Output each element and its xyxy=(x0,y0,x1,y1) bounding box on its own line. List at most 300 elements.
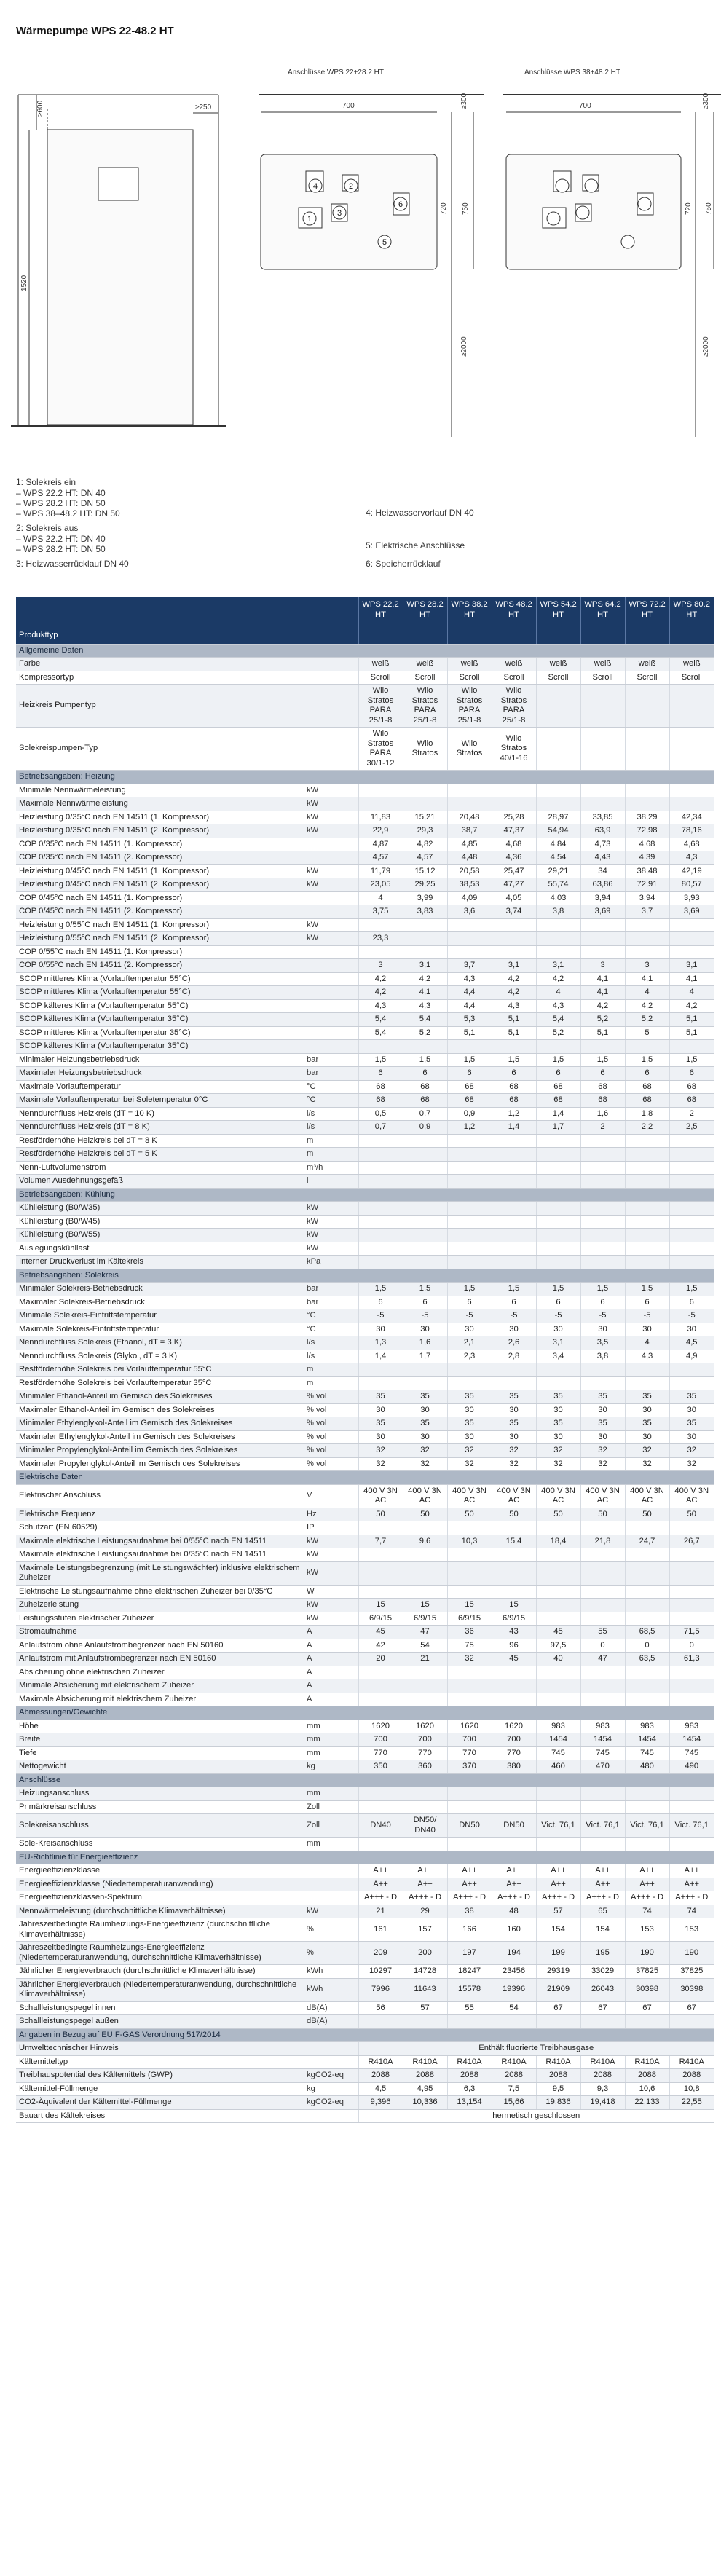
row-label: Elektrischer Anschluss xyxy=(16,1484,304,1508)
top1-caption: Anschlüsse WPS 22+28.2 HT xyxy=(288,68,385,76)
cell-value: Scroll xyxy=(625,671,669,685)
table-row xyxy=(16,1679,714,1693)
cell-value: 13,154 xyxy=(447,2096,492,2110)
cell-value: 68 xyxy=(403,1094,447,1108)
cell-value: A+++ - D xyxy=(669,1891,714,1905)
row-label: Heizungsanschluss xyxy=(16,1787,304,1801)
row-label: Nenndurchfluss Heizkreis (dT = 10 K) xyxy=(16,1107,304,1121)
cell-value: A+++ - D xyxy=(403,1891,447,1905)
cell-value: 700 xyxy=(447,1733,492,1747)
cell-value xyxy=(669,1838,714,1851)
cell-value: 154 xyxy=(580,1918,625,1942)
cell-value: 30 xyxy=(669,1403,714,1417)
cell-value xyxy=(447,1585,492,1599)
cell-value xyxy=(358,1679,403,1693)
cell-value xyxy=(403,1376,447,1390)
row-label: Interner Druckverlust im Kältekreis xyxy=(16,1256,304,1269)
row-label: Nenn-Luftvolumenstrom xyxy=(16,1161,304,1175)
cell-value: 400 V 3N AC xyxy=(358,1484,403,1508)
cell-value xyxy=(625,1215,669,1229)
row-unit: kW xyxy=(304,797,358,811)
cell-value xyxy=(447,1376,492,1390)
table-row xyxy=(16,1376,714,1390)
cell-value: 157 xyxy=(403,1918,447,1942)
cell-value xyxy=(669,918,714,932)
cell-value xyxy=(625,1599,669,1612)
cell-value xyxy=(447,1040,492,1054)
cell-value xyxy=(536,1800,580,1814)
cell-value: Scroll xyxy=(669,671,714,685)
table-row xyxy=(16,1760,714,1774)
table-row xyxy=(16,1905,714,1918)
cell-value: 6 xyxy=(625,1296,669,1309)
row-label: Maximale Nennwärmeleistung xyxy=(16,797,304,811)
cell-value: 6 xyxy=(358,1067,403,1081)
cell-value: 9,6 xyxy=(403,1535,447,1548)
cell-value: 30 xyxy=(358,1323,403,1336)
cell-value xyxy=(580,797,625,811)
cell-value: A++ xyxy=(358,1878,403,1891)
cell-value: 30 xyxy=(625,1323,669,1336)
cell-value: 0,5 xyxy=(358,1107,403,1121)
cell-value: 5,4 xyxy=(358,1026,403,1040)
row-unit xyxy=(304,999,358,1013)
cell-value: DN50 xyxy=(447,1814,492,1838)
cell-value: A++ xyxy=(536,1864,580,1878)
row-label: Minimaler Solekreis-Betriebsdruck xyxy=(16,1283,304,1296)
cell-value xyxy=(669,784,714,797)
cell-value: 30 xyxy=(669,1430,714,1444)
cell-value: 50 xyxy=(358,1508,403,1521)
table-row xyxy=(16,1215,714,1229)
cell-value: 3,6 xyxy=(447,905,492,919)
cell-value: 745 xyxy=(669,1746,714,1760)
cell-value: 360 xyxy=(403,1760,447,1774)
row-label: Kompressortyp xyxy=(16,671,304,685)
cell-value: 25,47 xyxy=(492,864,536,878)
legend-item xyxy=(366,559,708,570)
cell-value: 32 xyxy=(625,1457,669,1471)
row-label: SCOP kälteres Klima (Vorlauftemperatur 35°C) xyxy=(16,1013,304,1027)
cell-value: 1,5 xyxy=(580,1053,625,1067)
cell-value xyxy=(625,797,669,811)
row-label: Solekreisanschluss xyxy=(16,1814,304,1838)
table-row xyxy=(16,1363,714,1377)
table-row xyxy=(16,932,714,946)
row-label: Heizleistung 0/55°C nach EN 14511 (2. Kompressor) xyxy=(16,932,304,946)
row-label: Farbe xyxy=(16,658,304,671)
cell-value: 18,4 xyxy=(536,1535,580,1548)
cell-value: 1,2 xyxy=(492,1107,536,1121)
front-view-drawing xyxy=(11,95,226,426)
cell-value xyxy=(580,945,625,959)
cell-value xyxy=(447,1521,492,1535)
table-row xyxy=(16,2042,714,2056)
cell-value: 4,85 xyxy=(447,838,492,851)
cell-value xyxy=(358,1800,403,1814)
cell-value: 38 xyxy=(447,1905,492,1918)
table-row xyxy=(16,945,714,959)
cell-value: 4,39 xyxy=(625,851,669,865)
cell-value xyxy=(580,1693,625,1706)
cell-value: 15 xyxy=(492,1599,536,1612)
marker-1: 1 xyxy=(307,215,312,224)
cell-value xyxy=(625,1679,669,1693)
row-unit: bar xyxy=(304,1053,358,1067)
cell-value xyxy=(492,1040,536,1054)
section-header-row xyxy=(16,1706,714,1720)
cell-value: 48 xyxy=(492,1905,536,1918)
cell-value: 15,4 xyxy=(492,1535,536,1548)
cell-value: 30 xyxy=(403,1323,447,1336)
cell-value: 20 xyxy=(358,1653,403,1666)
cell-value: 9,3 xyxy=(580,2082,625,2096)
cell-value: Wilo Stratos PARA 25/1-8 xyxy=(403,685,447,728)
table-row xyxy=(16,1918,714,1942)
cell-value: 4,36 xyxy=(492,851,536,865)
row-label: CO2-Äquivalent der Kältemittel-Füllmenge xyxy=(16,2096,304,2110)
cell-value: 19,836 xyxy=(536,2096,580,2110)
cell-value: 209 xyxy=(358,1942,403,1965)
cell-value: 30398 xyxy=(625,1978,669,2001)
cell-value: 4,1 xyxy=(580,986,625,1000)
cell-value xyxy=(580,1363,625,1377)
row-label: Heizleistung 0/55°C nach EN 14511 (1. Kompressor) xyxy=(16,918,304,932)
cell-value: 190 xyxy=(625,1942,669,1965)
cell-value xyxy=(669,1599,714,1612)
cell-value: 2088 xyxy=(447,2069,492,2083)
legend-item-sub: – WPS 38–48.2 HT: DN 50 xyxy=(16,508,120,519)
cell-value xyxy=(580,1134,625,1148)
cell-value xyxy=(447,1161,492,1175)
cell-value xyxy=(536,945,580,959)
cell-value: 3,8 xyxy=(580,1350,625,1363)
cell-value: -5 xyxy=(403,1309,447,1323)
table-row xyxy=(16,1612,714,1626)
row-unit xyxy=(304,851,358,865)
cell-value: 770 xyxy=(403,1746,447,1760)
cell-value xyxy=(447,1787,492,1801)
cell-value xyxy=(669,1787,714,1801)
row-label: Primärkreisanschluss xyxy=(16,1800,304,1814)
cell-value: 983 xyxy=(536,1720,580,1733)
header-model: WPS 72.2 HT xyxy=(625,597,669,644)
section-header-row xyxy=(16,644,714,658)
cell-value xyxy=(403,1363,447,1377)
cell-value: A+++ - D xyxy=(447,1891,492,1905)
cell-value xyxy=(492,1161,536,1175)
header-model: WPS 28.2 HT xyxy=(403,597,447,644)
cell-value xyxy=(536,1202,580,1216)
cell-value: 4,68 xyxy=(669,838,714,851)
cell-value: 1,5 xyxy=(625,1053,669,1067)
cell-value xyxy=(580,1256,625,1269)
cell-value: 29319 xyxy=(536,1965,580,1979)
row-unit: kWh xyxy=(304,1965,358,1979)
cell-value xyxy=(358,797,403,811)
cell-value xyxy=(447,1134,492,1148)
table-row xyxy=(16,838,714,851)
cell-value: 370 xyxy=(447,1760,492,1774)
cell-value: 4,82 xyxy=(403,838,447,851)
cell-value: Wilo Stratos 40/1-16 xyxy=(492,728,536,771)
cell-value: 1454 xyxy=(625,1733,669,1747)
cell-value xyxy=(536,797,580,811)
cell-value: Vict. 76,1 xyxy=(536,1814,580,1838)
cell-value: 380 xyxy=(492,1760,536,1774)
section-title: Allgemeine Daten xyxy=(16,644,714,658)
cell-value xyxy=(403,1800,447,1814)
cell-value xyxy=(625,1242,669,1256)
cell-value xyxy=(358,1787,403,1801)
row-label: Restförderhöhe Heizkreis bei dT = 5 K xyxy=(16,1148,304,1162)
cell-value: 33,85 xyxy=(580,811,625,824)
table-row xyxy=(16,1484,714,1508)
cell-value: 32 xyxy=(536,1457,580,1471)
table-row xyxy=(16,1666,714,1679)
cell-value xyxy=(403,1521,447,1535)
cell-value xyxy=(492,1521,536,1535)
cell-value: 4,2 xyxy=(492,972,536,986)
cell-value xyxy=(492,2015,536,2029)
cell-value: A++ xyxy=(492,1864,536,1878)
row-unit xyxy=(304,905,358,919)
cell-value: 5,2 xyxy=(625,1013,669,1027)
cell-value: 199 xyxy=(536,1942,580,1965)
cell-value: 10,336 xyxy=(403,2096,447,2110)
cell-value: 983 xyxy=(625,1720,669,1733)
row-unit xyxy=(304,685,358,728)
cell-value: 3,99 xyxy=(403,891,447,905)
cell-value: 6 xyxy=(447,1067,492,1081)
cell-value: 4,1 xyxy=(669,972,714,986)
table-row xyxy=(16,1080,714,1094)
cell-value: R410A xyxy=(492,2055,536,2069)
cell-value: 3,5 xyxy=(580,1336,625,1350)
cell-value xyxy=(580,1175,625,1189)
cell-value: A++ xyxy=(536,1878,580,1891)
cell-value xyxy=(403,1215,447,1229)
cell-value: Vict. 76,1 xyxy=(580,1814,625,1838)
cell-value: R410A xyxy=(669,2055,714,2069)
cell-value: 5,1 xyxy=(669,1026,714,1040)
cell-value: 38,53 xyxy=(447,878,492,892)
cell-value: 6/9/15 xyxy=(403,1612,447,1626)
cell-value xyxy=(669,1161,714,1175)
cell-value xyxy=(447,1175,492,1189)
cell-value xyxy=(625,1363,669,1377)
cell-value: 35 xyxy=(669,1417,714,1431)
row-label: Heizleistung 0/45°C nach EN 14511 (2. Kompressor) xyxy=(16,878,304,892)
cell-value: 983 xyxy=(669,1720,714,1733)
cell-value: 11,83 xyxy=(358,811,403,824)
cell-value: A+++ - D xyxy=(625,1891,669,1905)
row-unit: % vol xyxy=(304,1430,358,1444)
cell-value xyxy=(580,1666,625,1679)
cell-value: 4,05 xyxy=(492,891,536,905)
table-row xyxy=(16,1107,714,1121)
cell-value: 68 xyxy=(358,1080,403,1094)
cell-value xyxy=(492,1666,536,1679)
cell-value: 35 xyxy=(580,1390,625,1404)
header-model: WPS 48.2 HT xyxy=(492,597,536,644)
cell-value xyxy=(669,728,714,771)
cell-value xyxy=(403,784,447,797)
row-label: Minimale Nennwärmeleistung xyxy=(16,784,304,797)
legend-item-head: 6: Speicherrücklauf xyxy=(366,559,441,569)
cell-value: 2088 xyxy=(403,2069,447,2083)
cell-value: 42 xyxy=(358,1639,403,1653)
table-row xyxy=(16,2055,714,2069)
row-unit xyxy=(304,945,358,959)
cell-value xyxy=(625,1666,669,1679)
table-row xyxy=(16,1040,714,1054)
row-unit: kW xyxy=(304,1905,358,1918)
cell-value: 983 xyxy=(580,1720,625,1733)
section-header-row xyxy=(16,1471,714,1485)
cell-value xyxy=(625,784,669,797)
cell-value: 2,8 xyxy=(492,1350,536,1363)
table-row xyxy=(16,1585,714,1599)
table-row xyxy=(16,1283,714,1296)
cell-value: 400 V 3N AC xyxy=(669,1484,714,1508)
cell-value: 4,9 xyxy=(669,1350,714,1363)
table-row xyxy=(16,1521,714,1535)
cell-value: 68 xyxy=(492,1094,536,1108)
cell-value xyxy=(625,1800,669,1814)
cell-value: 700 xyxy=(403,1733,447,1747)
cell-value: 4,3 xyxy=(492,999,536,1013)
cell-value: 29,25 xyxy=(403,878,447,892)
row-unit: l/s xyxy=(304,1336,358,1350)
cell-value: 35 xyxy=(403,1390,447,1404)
cell-value: 2088 xyxy=(669,2069,714,2083)
cell-value: 54 xyxy=(403,1639,447,1653)
cell-value xyxy=(580,1376,625,1390)
row-unit: kW xyxy=(304,1548,358,1562)
cell-value xyxy=(492,1229,536,1242)
cell-value: 0,9 xyxy=(447,1107,492,1121)
cell-value: 30 xyxy=(358,1430,403,1444)
cell-value xyxy=(580,1215,625,1229)
cell-value xyxy=(669,1256,714,1269)
cell-value: Scroll xyxy=(447,671,492,685)
cell-value: 32 xyxy=(669,1457,714,1471)
cell-value xyxy=(625,1561,669,1585)
cell-value: 28,97 xyxy=(536,811,580,824)
row-label: Minimale Absicherung mit elektrischem Zuheizer xyxy=(16,1679,304,1693)
row-unit xyxy=(304,1040,358,1054)
row-unit: kW xyxy=(304,1535,358,1548)
cell-value: weiß xyxy=(403,658,447,671)
cell-value xyxy=(536,1363,580,1377)
cell-value: 3,1 xyxy=(403,959,447,973)
row-label: Maximale elektrische Leistungsaufnahme bei 0/35°C nach EN 14511 xyxy=(16,1548,304,1562)
cell-value: 30 xyxy=(358,1403,403,1417)
cell-value: 4 xyxy=(625,986,669,1000)
table-row xyxy=(16,1148,714,1162)
row-unit: kW xyxy=(304,1215,358,1229)
cell-value: 0 xyxy=(669,1639,714,1653)
cell-value: 36 xyxy=(447,1626,492,1639)
cell-value: 68 xyxy=(625,1094,669,1108)
cell-value xyxy=(625,1693,669,1706)
row-label: COP 0/35°C nach EN 14511 (1. Kompressor) xyxy=(16,838,304,851)
cell-value xyxy=(669,797,714,811)
cell-value: 29 xyxy=(403,1905,447,1918)
row-unit: mm xyxy=(304,1720,358,1733)
cell-value xyxy=(625,1376,669,1390)
header-model: WPS 38.2 HT xyxy=(447,597,492,644)
cell-value: 9,396 xyxy=(358,2096,403,2110)
legend-item xyxy=(366,540,708,551)
cell-value: 1,5 xyxy=(447,1053,492,1067)
row-unit: kg xyxy=(304,1760,358,1774)
cell-value xyxy=(669,1376,714,1390)
cell-value: 1,5 xyxy=(492,1283,536,1296)
header-model: WPS 64.2 HT xyxy=(580,597,625,644)
cell-value: 30 xyxy=(625,1403,669,1417)
cell-value: 5,4 xyxy=(403,1013,447,1027)
cell-value: 4,43 xyxy=(580,851,625,865)
row-label: Sole-Kreisanschluss xyxy=(16,1838,304,1851)
row-unit: l/s xyxy=(304,1350,358,1363)
cell-value: DN40 xyxy=(358,1814,403,1838)
row-label: Maximale Vorlauftemperatur bei Soletemperatur 0°C xyxy=(16,1094,304,1108)
cell-value: 68,5 xyxy=(625,1626,669,1639)
cell-value xyxy=(625,1612,669,1626)
cell-value xyxy=(358,2015,403,2029)
cell-value xyxy=(625,1548,669,1562)
row-unit: dB(A) xyxy=(304,2001,358,2015)
cell-value: 195 xyxy=(580,1942,625,1965)
cell-value: 4,3 xyxy=(358,999,403,1013)
cell-value: 2 xyxy=(669,1107,714,1121)
cell-value: 1,5 xyxy=(447,1283,492,1296)
cell-value xyxy=(492,1202,536,1216)
row-label: Zuheizerleistung xyxy=(16,1599,304,1612)
row-unit: °C xyxy=(304,1323,358,1336)
legend-item-head: 4: Heizwasservorlauf DN 40 xyxy=(366,508,474,518)
top1-dim-300: ≥300 xyxy=(460,92,468,109)
cell-value: -5 xyxy=(447,1309,492,1323)
cell-value: 2,3 xyxy=(447,1350,492,1363)
cell-value: DN50/ DN40 xyxy=(403,1814,447,1838)
row-unit: bar xyxy=(304,1067,358,1081)
cell-value: 6 xyxy=(536,1067,580,1081)
cell-value: weiß xyxy=(536,658,580,671)
cell-value: 38,48 xyxy=(625,864,669,878)
row-unit: mm xyxy=(304,1733,358,1747)
cell-value: 2,2 xyxy=(625,1121,669,1135)
cell-value: 20,48 xyxy=(447,811,492,824)
row-label: Jährlicher Energieverbrauch (durchschnittliche Klimaverhältnisse) xyxy=(16,1965,304,1979)
row-label: Maximaler Ethylenglykol-Anteil im Gemisch des Solekreises xyxy=(16,1430,304,1444)
row-unit: mm xyxy=(304,1838,358,1851)
cell-value: 43 xyxy=(492,1626,536,1639)
cell-value xyxy=(492,1693,536,1706)
cell-value: 30 xyxy=(580,1403,625,1417)
cell-value: 3,1 xyxy=(536,1336,580,1350)
row-label: Elektrische Leistungsaufnahme ohne elektrischen Zuheizer bei 0/35°C xyxy=(16,1585,304,1599)
cell-value: 190 xyxy=(669,1942,714,1965)
row-label: COP 0/35°C nach EN 14511 (2. Kompressor) xyxy=(16,851,304,865)
cell-value: 4,3 xyxy=(536,999,580,1013)
cell-value: 7,5 xyxy=(492,2082,536,2096)
legend-item-head: 3: Heizwasserrücklauf DN 40 xyxy=(16,559,129,569)
cell-value: -5 xyxy=(580,1309,625,1323)
cell-value: 97,5 xyxy=(536,1639,580,1653)
